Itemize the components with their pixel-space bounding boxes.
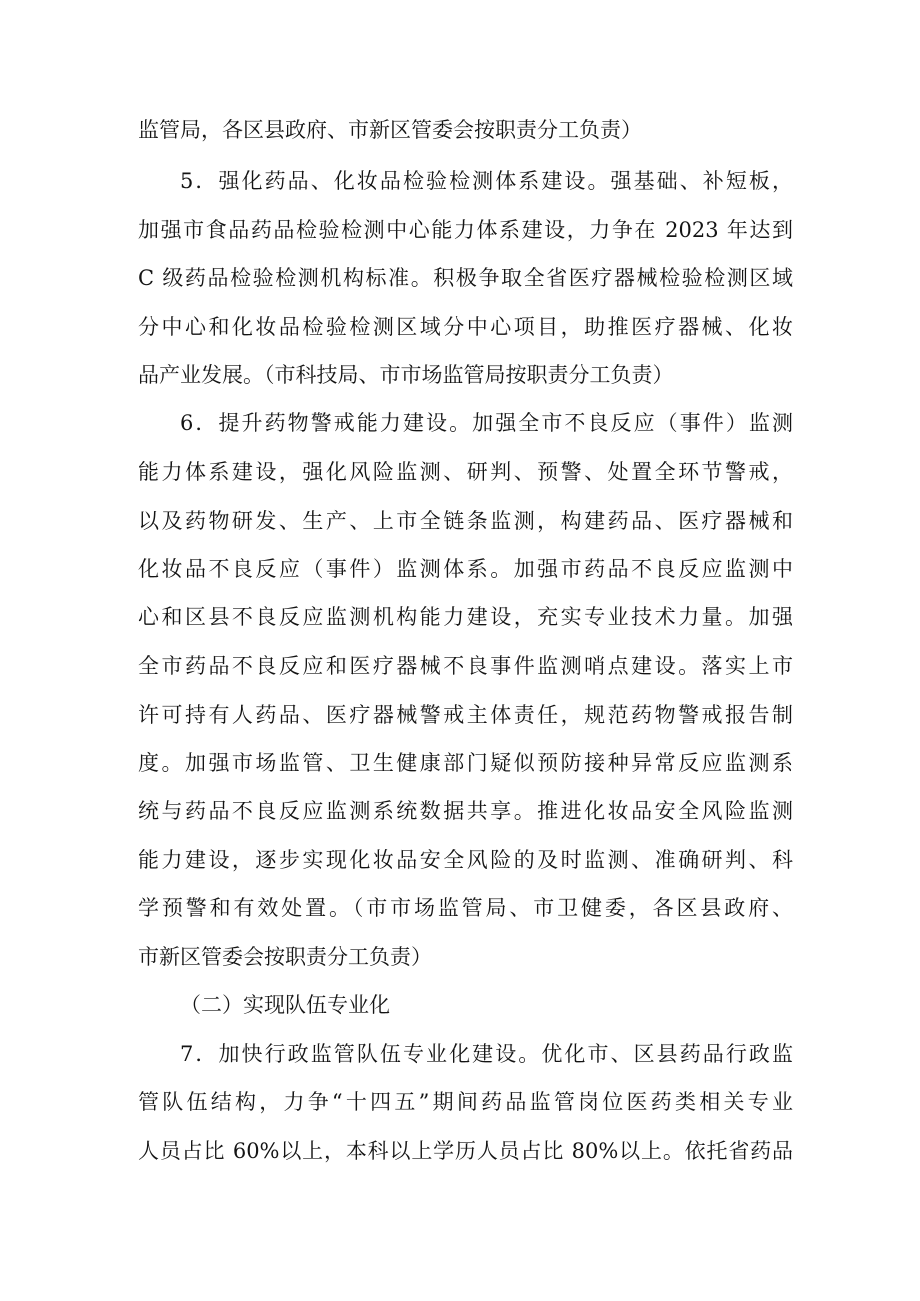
text-line: 全市药品不良反应和医疗器械不良事件监测哨点建设。落实上市 <box>138 654 793 678</box>
text-line: 7．加快行政监管队伍专业化建设。优化市、区县药品行政监 <box>180 1042 793 1066</box>
text-line: 以及药物研发、生产、上市全链条监测，构建药品、医疗器械和 <box>138 509 793 533</box>
text-line: 6．提升药物警戒能力建设。加强全市不良反应（事件）监测 <box>180 411 793 435</box>
text-line: 市新区管委会按职责分工负责） <box>138 945 432 969</box>
text-line: 化妆品不良反应（事件）监测体系。加强市药品不良反应监测中 <box>138 557 793 581</box>
section-heading: （二）实现队伍专业化 <box>180 993 390 1017</box>
text-line: 品产业发展。（市科技局、市市场监管局按职责分工负责） <box>138 363 674 387</box>
text-line: 分中心和化妆品检验检测区域分中心项目，助推医疗器械、化妆 <box>138 315 793 339</box>
text-line: 管队伍结构，力争“十四五”期间药品监管岗位医药类相关专业 <box>138 1090 793 1114</box>
text-line: 统与药品不良反应监测系统数据共享。推进化妆品安全风险监测 <box>138 799 793 823</box>
text-line: 心和区县不良反应监测机构能力建设，充实专业技术力量。加强 <box>138 605 793 629</box>
text-line: 人员占比 60%以上，本科以上学历人员占比 80%以上。依托省药品 <box>138 1139 793 1163</box>
text-line: C 级药品检验检测机构标准。积极争取全省医疗器械检验检测区域 <box>138 266 793 290</box>
text-line: 监管局，各区县政府、市新区管委会按职责分工负责） <box>138 118 642 142</box>
text-line: 学预警和有效处置。（市市场监管局、市卫健委，各区县政府、 <box>138 896 793 920</box>
text-line: 5．强化药品、化妆品检验检测体系建设。强基础、补短板， <box>180 169 793 193</box>
text-line: 能力建设，逐步实现化妆品安全风险的及时监测、准确研判、科 <box>138 848 793 872</box>
text-line: 能力体系建设，强化风险监测、研判、预警、处置全环节警戒， <box>138 460 793 484</box>
text-line: 加强市食品药品检验检测中心能力体系建设，力争在 2023 年达到 <box>138 218 793 242</box>
text-line: 度。加强市场监管、卫生健康部门疑似预防接种异常反应监测系 <box>138 751 793 775</box>
text-line: 许可持有人药品、医疗器械警戒主体责任，规范药物警戒报告制 <box>138 703 793 727</box>
